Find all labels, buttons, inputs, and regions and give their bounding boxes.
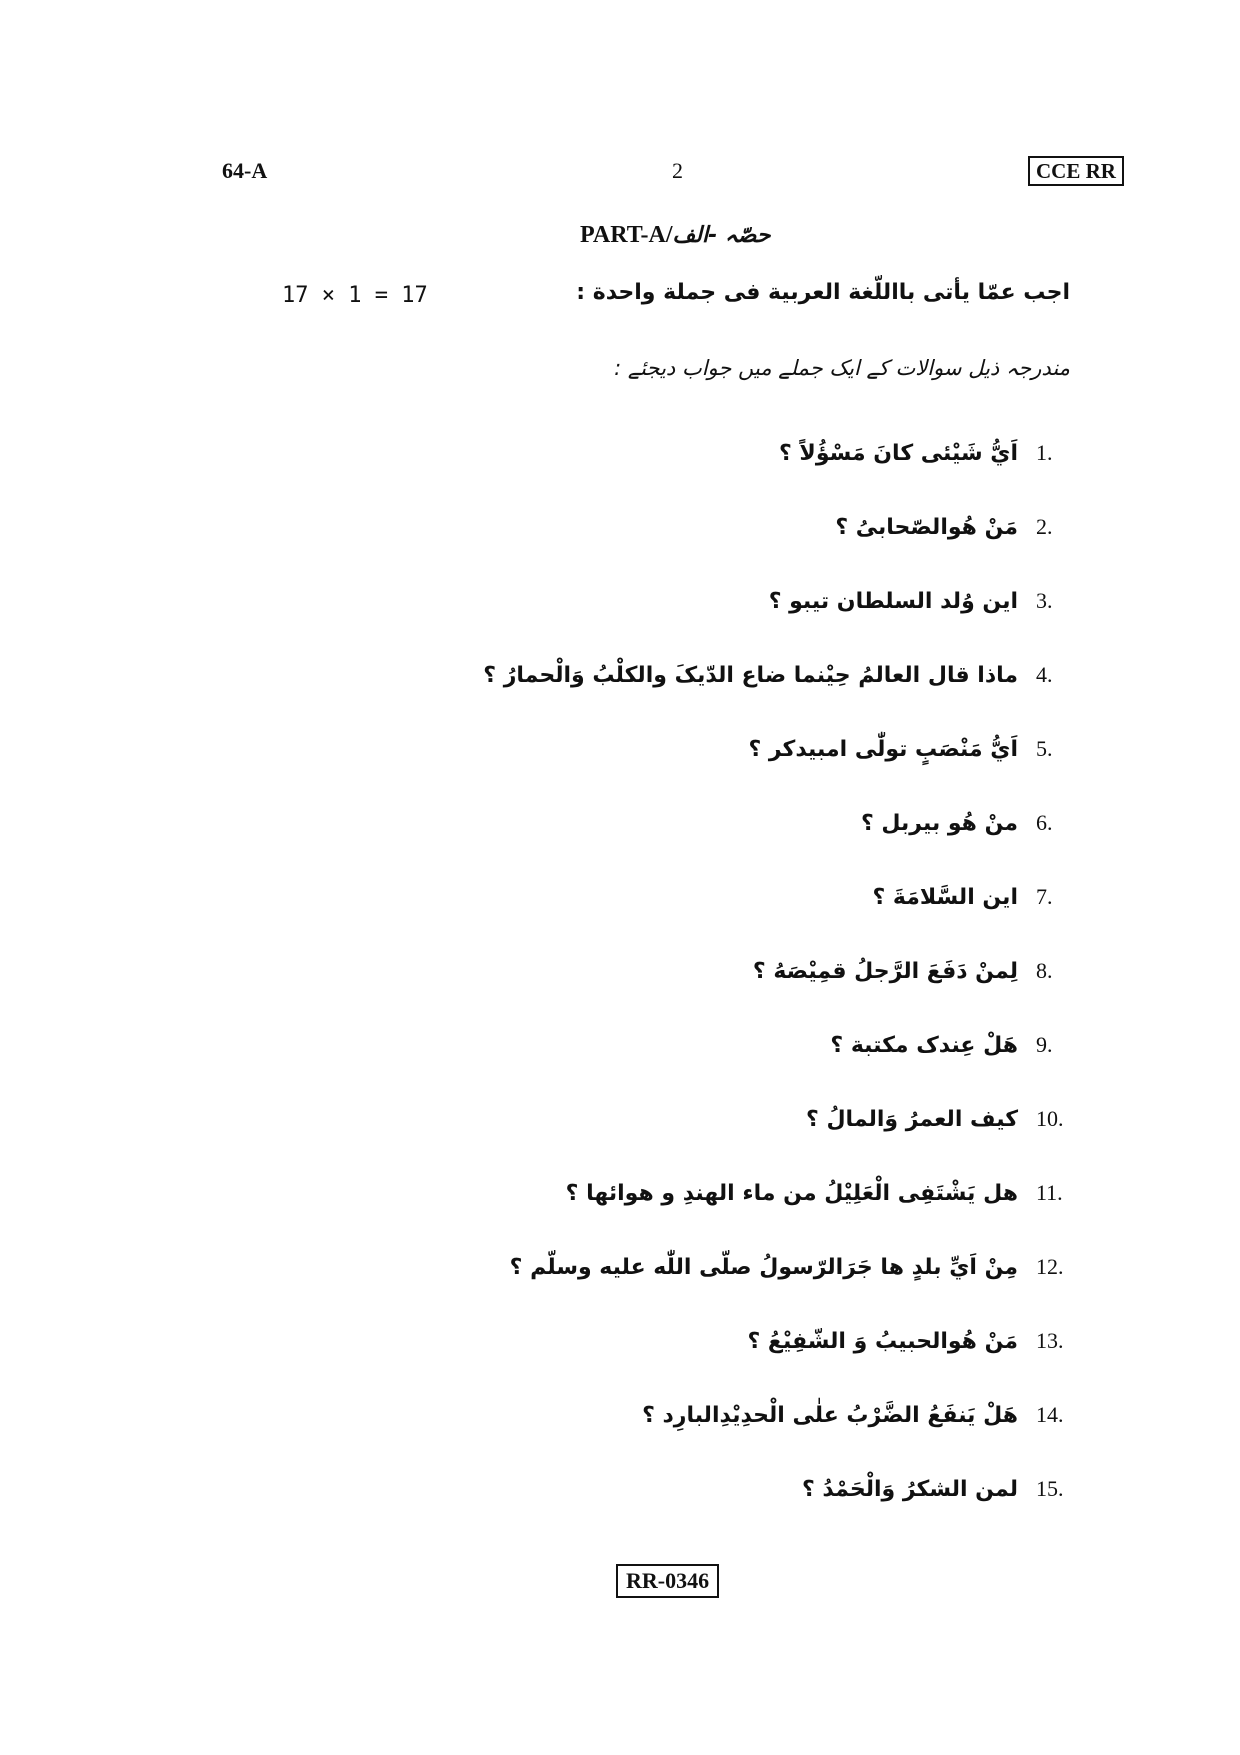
question-number: 12. [1036,1254,1064,1279]
instruction-urdu: مندرجہ ذیل سوالات کے ایک جملے میں جواب دیجئے : [614,356,1070,380]
question-number: 9. [1036,1032,1053,1057]
question-text: لِمنْ دَفَعَ الرَّجلُ قمِيْصَهُ ؟ [752,959,1018,984]
question-number: 4. [1036,662,1053,687]
question-text: مِنْ اَيِّ بلدٍ ها جَرَالرّسولُ صلّى اللّٰه عليه وسلّم ؟ [509,1255,1018,1280]
question-text: اين السَّلامَةَ ؟ [872,885,1018,910]
part-title-english: PART-A [580,222,666,248]
question-number: 7. [1036,884,1053,909]
question-number: 6. [1036,810,1053,835]
paper-code: 64-A [222,158,268,183]
question-text: مَنْ هُوالصّحابىُ ؟ [835,515,1018,540]
question-number: 15. [1036,1476,1064,1501]
question-text: مَنْ هُوالحبيبُ وَ الشّفِيْعُ ؟ [747,1329,1018,1354]
question-item [769,588,1080,614]
question-number: 11. [1036,1180,1063,1205]
question-item [872,884,1080,910]
question-text: هَلْ عِندک مكتبة ؟ [830,1033,1018,1058]
question-text: اَيُّ مَنْصَبٍ تولّٰى امبيدكر ؟ [748,737,1018,762]
question-item [753,958,1080,984]
question-item [806,1106,1080,1132]
question-item [835,514,1080,540]
page-number: 2 [672,158,683,183]
question-item [642,1402,1080,1428]
instruction-arabic: اجب عمّا يأتى بااللّغة العربية فى جملة واحدة : [576,280,1070,305]
question-text: ماذا قال العالمُ حِيْنما ضاع الدّيکَ والكلْبُ وَالْحمارُ ؟ [483,663,1018,688]
series-badge: CCE RR [1028,156,1124,186]
question-text: لمن الشكرُ وَالْحَمْدُ ؟ [801,1477,1018,1502]
part-title-separator: / [665,222,673,248]
question-text: كيف العمرُ وَالمالُ ؟ [806,1107,1018,1132]
question-number: 14. [1036,1402,1064,1427]
question-item [779,440,1080,466]
question-item [483,662,1080,688]
question-number: 8. [1036,958,1053,983]
question-number: 3. [1036,588,1053,613]
question-text: هل يَشْتَفِى الْعَلِيْلُ من ماء الهندِ و هوائها ؟ [565,1181,1018,1206]
question-text: اين وُلد السلطان تيبو ؟ [768,589,1018,614]
question-item [861,810,1080,836]
question-text: منْ هُو بيربل ؟ [860,811,1018,836]
question-number: 13. [1036,1328,1064,1353]
question-item [830,1032,1080,1058]
question-item [748,736,1080,762]
question-number: 10. [1036,1106,1064,1131]
marks-allocation: 17 × 1 = 17 [282,283,428,308]
question-number: 2. [1036,514,1053,539]
question-item [748,1328,1080,1354]
question-text: اَيُّ شَيْئى كانَ مَسْؤُلاً ؟ [779,441,1018,466]
question-text: هَلْ يَنفَعُ الضَّرْبُ علٰى الْحدِيْدِالبارِد ؟ [642,1403,1018,1428]
question-number: 1. [1036,440,1053,465]
question-item [510,1254,1080,1280]
footer-code: RR-0346 [616,1564,719,1598]
part-title [580,222,770,249]
question-item [802,1476,1080,1502]
question-item [566,1180,1080,1206]
part-title-urdu: حصّہ -الف [672,223,771,248]
question-number: 5. [1036,736,1053,761]
